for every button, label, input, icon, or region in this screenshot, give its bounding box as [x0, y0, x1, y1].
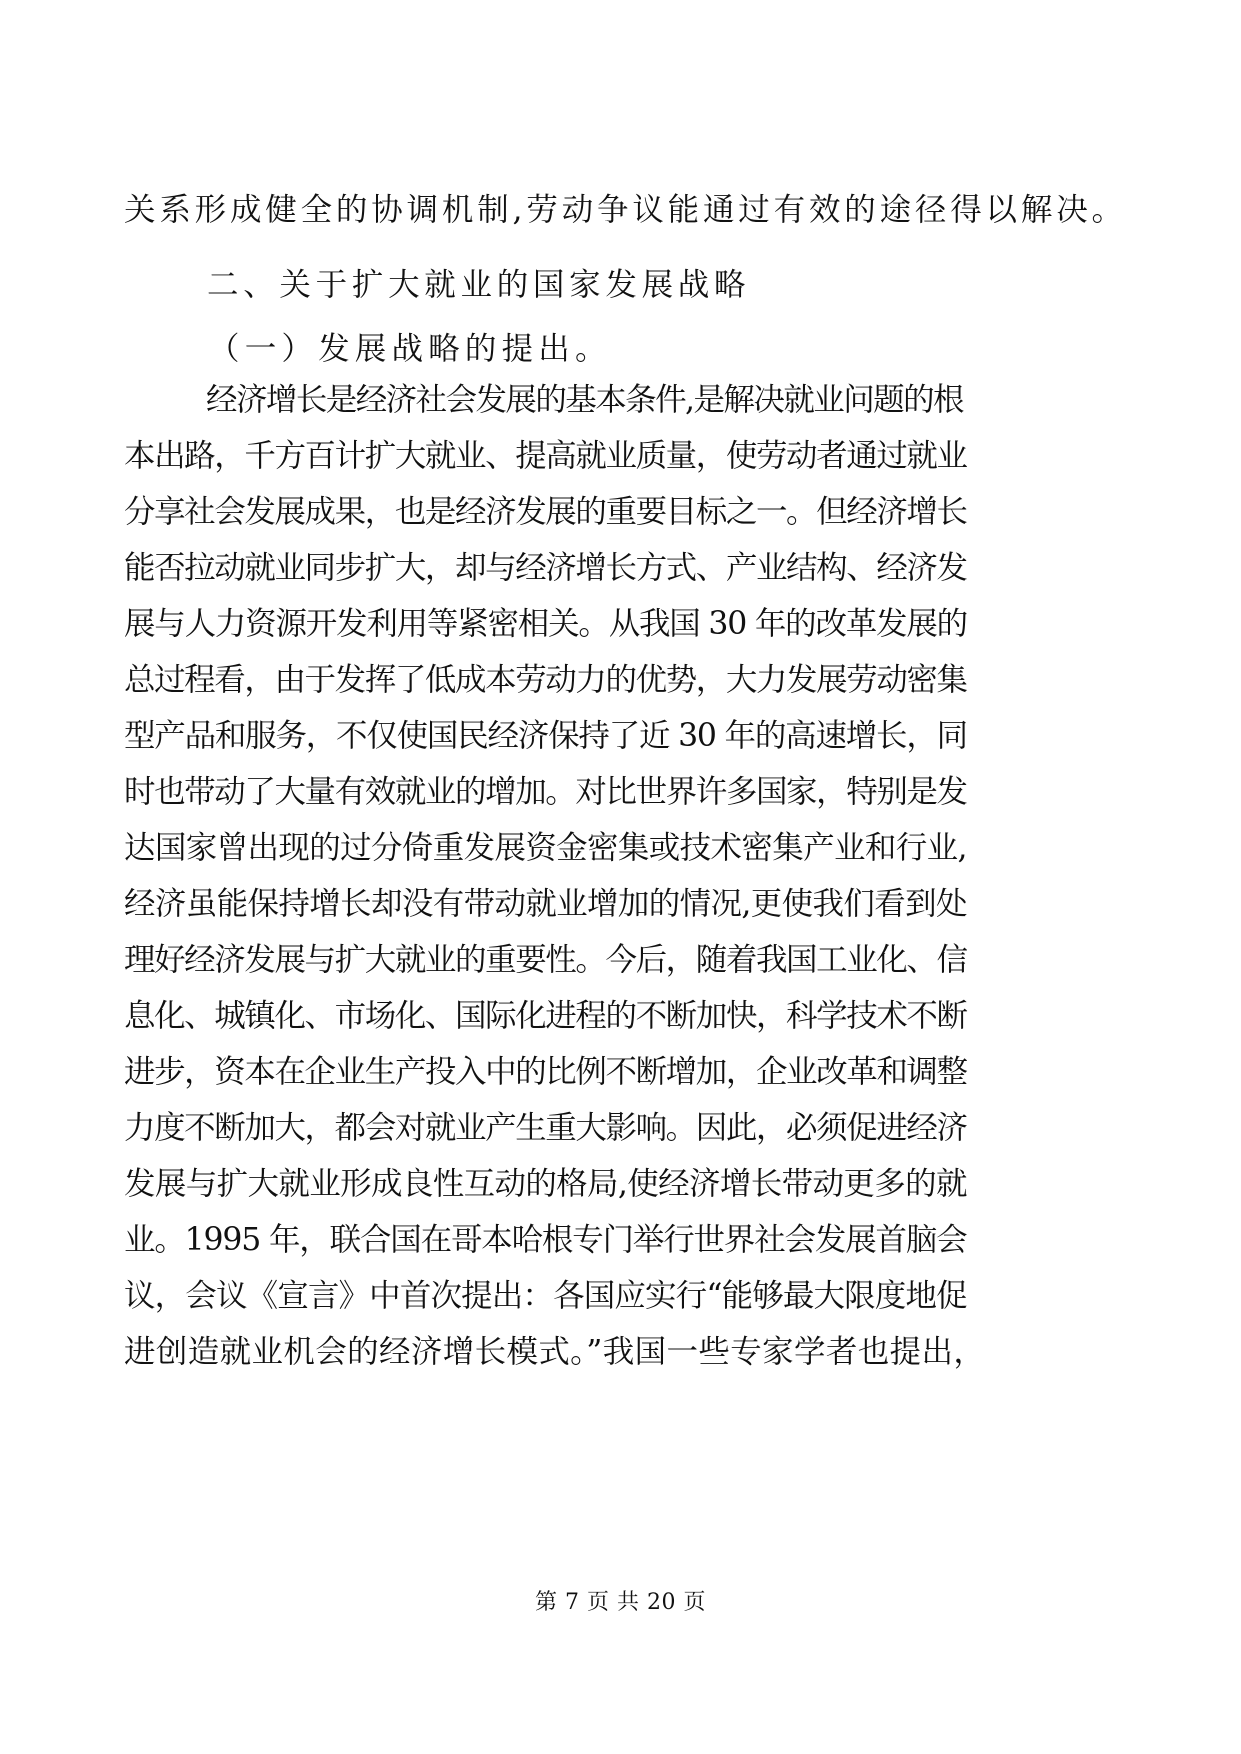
paragraph-line: 本出路，千方百计扩大就业、提高就业质量，使劳动者通过就业: [124, 438, 967, 474]
text-line: 关系形成健全的协调机制,劳动争议能通过有效的途径得以解决。: [124, 192, 1127, 228]
paragraph-line: 型产品和服务，不仅使国民经济保持了近 30 年的高速增长，同: [124, 718, 967, 754]
paragraph-line: 时也带动了大量有效就业的增加。对比世界许多国家，特别是发: [124, 774, 967, 810]
subsection-heading: （一）发展战略的提出。: [208, 331, 612, 367]
paragraph-line: 分享社会发展成果，也是经济发展的重要目标之一。但经济增长: [124, 494, 967, 530]
paragraph-line: 业。1995 年，联合国在哥本哈根专门举行世界社会发展首脑会: [124, 1222, 967, 1258]
paragraph-line: 进步，资本在企业生产投入中的比例不断增加，企业改革和调整: [124, 1054, 967, 1090]
section-heading: 二、关于扩大就业的国家发展战略: [207, 267, 751, 303]
paragraph-line: 力度不断加大，都会对就业产生重大影响。因此，必须促进经济: [124, 1110, 967, 1146]
paragraph-line: 发展与扩大就业形成良性互动的格局,使经济增长带动更多的就: [124, 1166, 967, 1202]
paragraph-line: 经济增长是经济社会发展的基本条件,是解决就业问题的根: [206, 382, 963, 418]
paragraph-line: 总过程看，由于发挥了低成本劳动力的优势，大力发展劳动密集: [124, 662, 967, 698]
page-footer: 第 7 页 共 20 页: [535, 1590, 706, 1615]
paragraph-line: 达国家曾出现的过分倚重发展资金密集或技术密集产业和行业,: [124, 830, 967, 866]
paragraph-line: 能否拉动就业同步扩大，却与经济增长方式、产业结构、经济发: [124, 550, 967, 586]
paragraph-line: 进创造就业机会的经济增长模式。”我国一些专家学者也提出，: [124, 1334, 986, 1370]
paragraph-line: 议，会议《宣言》中首次提出：各国应实行“能够最大限度地促: [124, 1278, 967, 1314]
paragraph-line: 息化、城镇化、市场化、国际化进程的不断加快，科学技术不断: [124, 998, 967, 1034]
paragraph-line: 理好经济发展与扩大就业的重要性。今后，随着我国工业化、信: [124, 942, 967, 978]
paragraph-line: 经济虽能保持增长却没有带动就业增加的情况,更使我们看到处: [124, 886, 967, 922]
paragraph-line: 展与人力资源开发利用等紧密相关。从我国 30 年的改革发展的: [124, 606, 967, 642]
